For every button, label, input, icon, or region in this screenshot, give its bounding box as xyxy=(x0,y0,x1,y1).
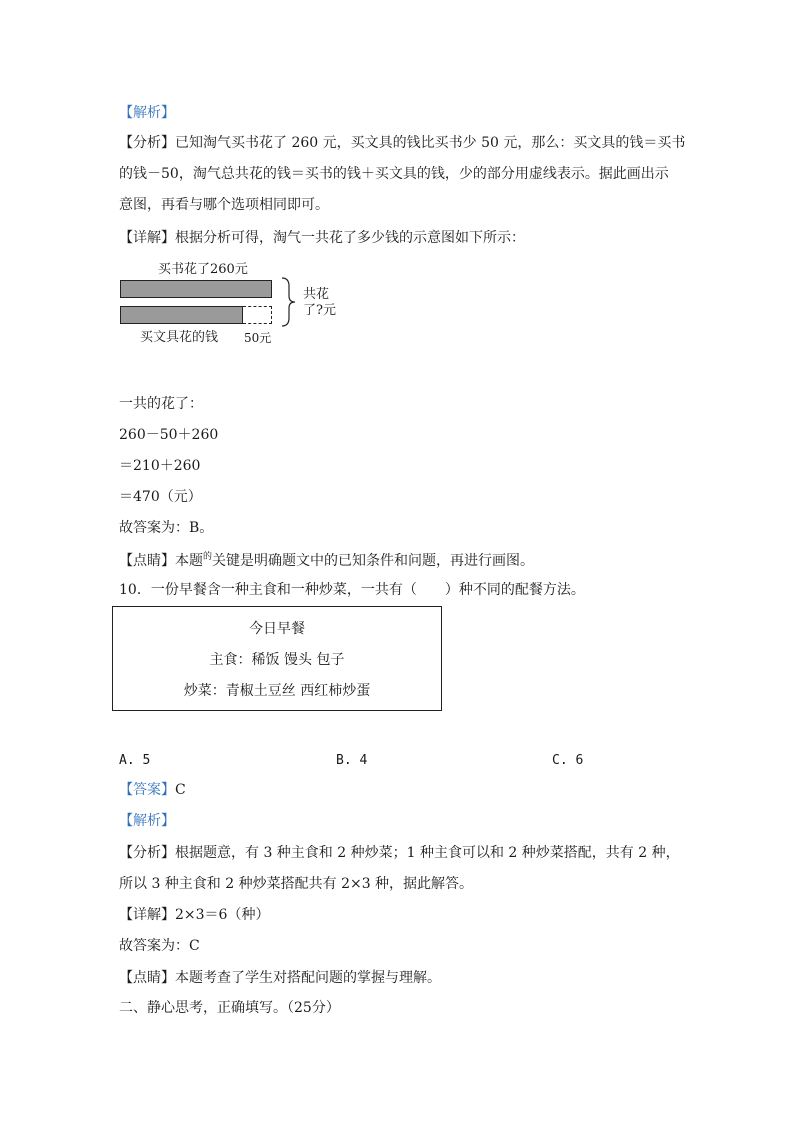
analysis-text: 已知淘气买书花了 260 元，买文具的钱比买书少 50 元，那么：买文具的钱＝买书 xyxy=(175,135,686,151)
answer-key-line xyxy=(119,780,186,800)
detail-tag: 【详解】 xyxy=(119,230,175,246)
option-b: B. 4 xyxy=(336,753,368,768)
detail-10-tag: 【详解】 xyxy=(119,907,175,923)
analysis-line-3: 意图，再看与哪个选项相同即可。 xyxy=(119,197,329,213)
difference-label: 50元 xyxy=(244,331,272,345)
comment-tag: 【点睛】 xyxy=(119,553,175,569)
answer-key-tag: 【答案】 xyxy=(119,782,175,798)
brace-icon xyxy=(278,276,298,328)
analysis-heading: 【解析】 xyxy=(119,105,175,121)
menu-dishes: 炒菜：青椒土豆丝 西红柿炒蛋 xyxy=(183,683,371,699)
book-cost-label: 买书花了260元 xyxy=(158,262,248,277)
calc-intro: 一共的花了： xyxy=(119,396,203,412)
question-10-stem: 10．一份早餐含一种主食和一种炒菜，一共有（ ）种不同的配餐方法。 xyxy=(119,582,585,598)
comment-10-line: 【点睛】本题考查了学生对搭配问题的掌握与理解。 xyxy=(119,970,441,986)
dashed-difference-box xyxy=(243,306,272,324)
menu-staples: 主食：稀饭 馒头 包子 xyxy=(209,652,345,668)
total-label-line1: 共花 xyxy=(303,287,330,302)
line-segment-diagram xyxy=(118,260,358,350)
option-c: C. 6 xyxy=(552,753,584,768)
option-a: A. 5 xyxy=(119,753,151,768)
stationery-bar xyxy=(120,306,243,324)
detail-10-line: 【详解】2×3＝6（种） xyxy=(119,907,270,923)
detail-line xyxy=(119,228,525,248)
answer-10-line: 故答案为：C xyxy=(119,938,200,954)
answer-line: 故答案为：B。 xyxy=(119,520,214,536)
stationery-cost-label: 买文具花的钱 xyxy=(140,330,219,345)
comment-10-tag: 【点睛】 xyxy=(119,970,175,986)
breakfast-menu-box xyxy=(112,606,442,711)
analysis-10-tag: 【分析】 xyxy=(119,845,175,861)
analysis-line-1 xyxy=(119,133,685,153)
total-label-line2: 了?元 xyxy=(303,303,336,318)
answer-key-value: C xyxy=(175,782,186,798)
menu-title: 今日早餐 xyxy=(249,621,305,637)
calc-step-2: ＝210＋260 xyxy=(119,458,201,474)
book-bar xyxy=(120,280,272,298)
analysis-line-2: 的钱－50，淘气总共花的钱＝买书的钱＋买文具的钱，少的部分用虚线表示。据此画出示 xyxy=(119,166,669,182)
analysis-10-line-1: 【分析】根据题意，有 3 种主食和 2 种炒菜；1 种主食可以和 2 种炒菜搭配，共有 2 种， xyxy=(119,845,680,861)
analysis-tag: 【分析】 xyxy=(119,135,175,151)
section-2-heading: 二、静心思考，正确填写。（25分） xyxy=(119,1000,340,1016)
calc-step-3: ＝470（元） xyxy=(119,489,202,505)
analysis-heading-10: 【解析】 xyxy=(119,813,175,829)
detail-text: 根据分析可得，淘气一共花了多少钱的示意图如下所示： xyxy=(175,230,525,246)
comment-line: 【点睛】本题$^的$关键是明确题文中的已知条件和问题，再进行画图。 xyxy=(119,552,535,569)
calc-step-1: 260－50＋260 xyxy=(119,427,219,443)
analysis-10-line-2: 所以 3 种主食和 2 种炒菜搭配共有 2×3 种，据此解答。 xyxy=(119,876,474,892)
